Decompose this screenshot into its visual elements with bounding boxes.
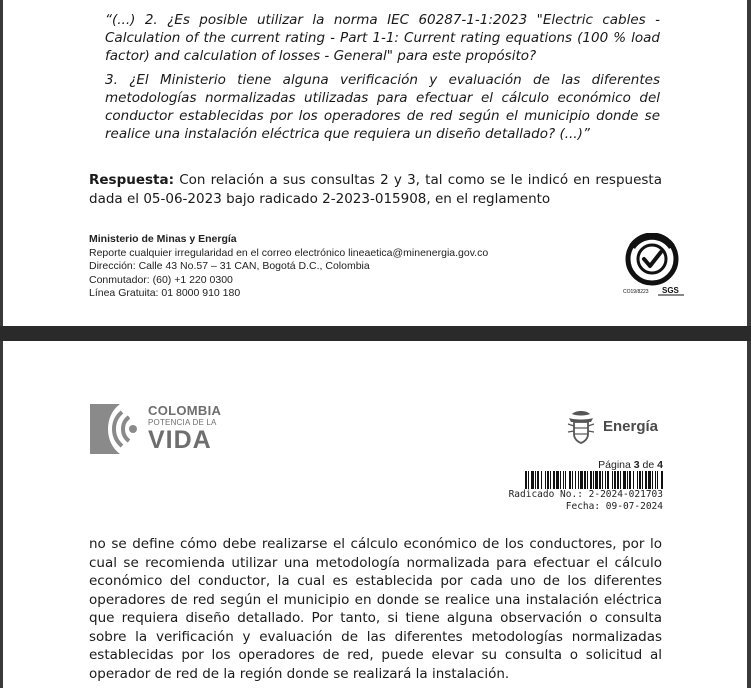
- page-edge-right: [747, 0, 751, 326]
- question-3-paragraph: 3. ¿El Ministerio tiene alguna verificación y evaluación de las diferentes metodologías normalizadas utilizadas para efectuar el cálculo económico del conductor establecidas por los operadores de red según el municipio donde se realice una instalación eléctrica que requiera un diseño detallado? (...)”: [105, 72, 660, 142]
- footer-line-phone: Conmutador: (60) +1 220 0300: [89, 273, 233, 286]
- seal-brand: SGS: [662, 286, 679, 295]
- answer-label: Respuesta:: [89, 172, 175, 188]
- page-number-of: de: [642, 459, 655, 471]
- page-edge-left: [0, 341, 3, 688]
- footer-line-address: Dirección: Calle 43 No.57 – 31 CAN, Bogotá D.C., Colombia: [89, 260, 370, 272]
- answer-paragraph: [89, 171, 662, 209]
- document-page-top: [0, 0, 751, 326]
- seal-code: CO19/8223: [623, 289, 649, 295]
- footer-line-toll-free: Línea Gratuita: 01 8000 910 180: [89, 287, 241, 299]
- logo-line-potencia: POTENCIA DE LA: [148, 418, 217, 427]
- coat-of-arms-icon: [566, 410, 596, 444]
- page-edge-left: [0, 0, 3, 326]
- page-number: [598, 459, 663, 471]
- logo-line-vida: VIDA: [148, 426, 212, 454]
- ministry-label: Energía: [603, 418, 659, 435]
- radicado-number: Radicado No.: 2-2024-021703: [508, 489, 663, 500]
- page-number-current: 3: [633, 459, 640, 471]
- question-2-paragraph: “(...) 2. ¿Es posible utilizar la norma IEC 60287-1-1:2023 "Electric cables - Calculation of the current rating - Part 1-1: Current rating equations (100 % load factor) and calculation of losses - General" para este propósito?: [105, 12, 660, 64]
- page-number-total: 4: [657, 459, 663, 471]
- answer-text: Con relación a sus consultas 2 y 3, tal como se le indicó en respuesta dada el 05-06-2023 bajo radicado 2-2023-015908, en el reglamento: [89, 172, 662, 207]
- radicado-block: [509, 489, 663, 513]
- sgs-certification-seal-icon: [618, 233, 686, 297]
- footer-org: Ministerio de Minas y Energía: [89, 233, 237, 245]
- page-footer: [89, 233, 488, 301]
- body-paragraph: no se define cómo debe realizarse el cálculo económico de los conductores, por lo cual se recomienda utilizar una metodología normalizada para efectuar el cálculo económico del conductor, la cual es establecida por cada uno de los diferentes operadores de red según el municipio en donde se realice una instalación eléctrica que requiera diseño detallado. Por tanto, si tiene alguna observación o consulta sobre la verificación y evaluación de las diferentes metodologías normalizadas establecidas por los operadores de red, puede elevar su consulta o solicitud al operador de red de la región donde se realizará la instalación.: [89, 536, 662, 682]
- page-edge-right: [747, 341, 751, 688]
- radicado-barcode-icon: [525, 471, 664, 489]
- radicado-date: Fecha: 09-07-2024: [565, 501, 663, 512]
- logo-wordmark: [148, 404, 221, 453]
- logo-line-colombia: COLOMBIA: [148, 403, 222, 418]
- footer-line-email: Reporte cualquier irregularidad en el correo electrónico lineaetica@minenergia.gov.co: [89, 246, 489, 259]
- page-number-label: Página: [598, 459, 631, 471]
